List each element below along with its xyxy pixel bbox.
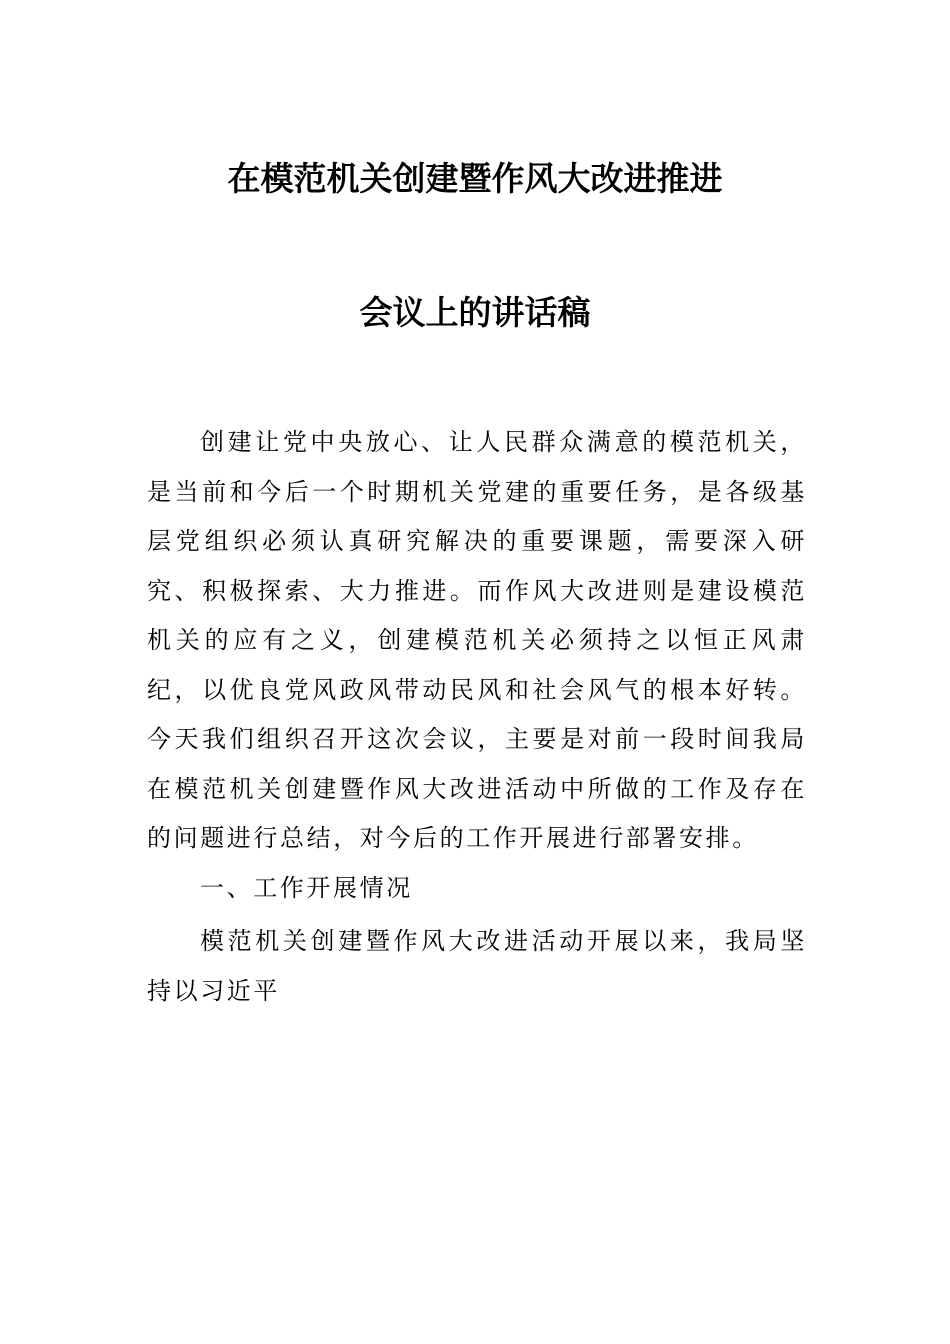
body-paragraph-2: 模范机关创建暨作风大改进活动开展以来，我局坚持以习近平 [147, 927, 807, 1005]
body-paragraph-1: 创建让党中央放心、让人民群众满意的模范机关，是当前和今后一个时期机关党建的重要任务，是各级基层党组织必须认真研究解决的重要课题，需要深入研究、积极探索、大力推进。而作风大改进则是建设模范机关的应有之义，创建模范机关必须持之以恒正风肃纪，以优良党风政风带动民风和社会风气的根本好转。今天我们组织召开这次会议，主要是对前一段时间我局在模范机关创建暨作风大改进活动中所做的工作及存在的问题进行总结，对今后的工作开展进行部署安排。 [147, 428, 807, 852]
document-title-line-1: 在模范机关创建暨作风大改进推进 [227, 159, 723, 198]
section-heading-1: 一、工作开展情况 [200, 874, 413, 902]
document-title-line-2: 会议上的讲话稿 [359, 293, 591, 332]
